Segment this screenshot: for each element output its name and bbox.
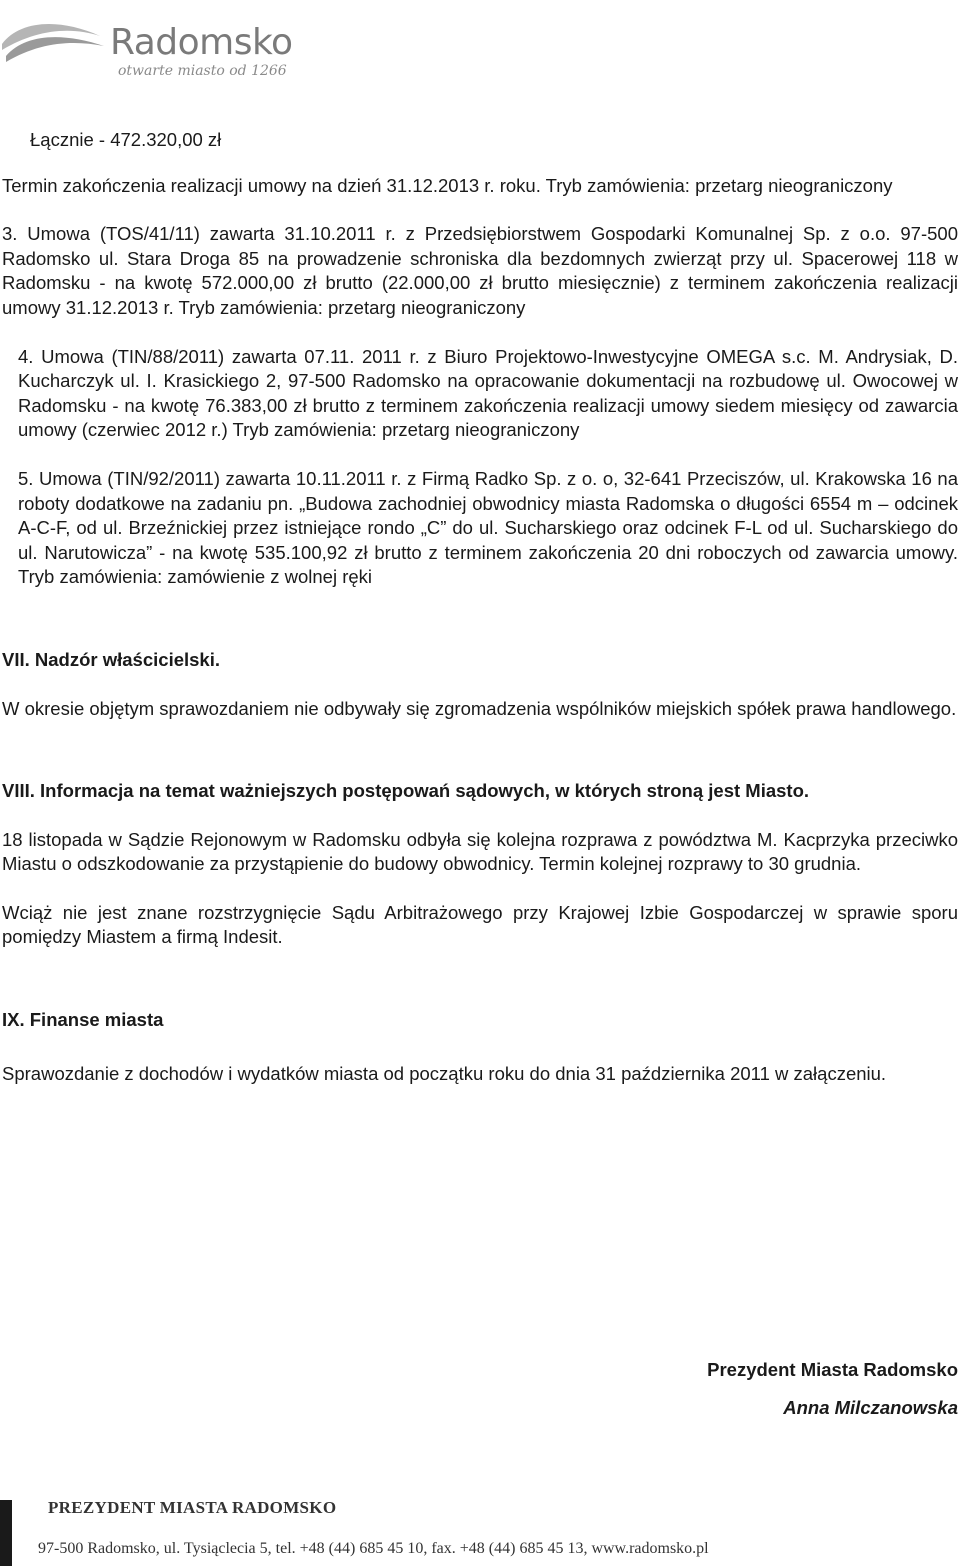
section-8-text-2: Wciąż nie jest znane rozstrzygnięcie Sądu Arbitrażowego przy Krajowej Izbie Gospodarczej w sprawie sporu pomiędzy Miastem a firmą Indesit. <box>2 901 958 948</box>
total-amount: Łącznie - 472.320,00 zł <box>30 129 222 150</box>
section-8-heading: VIII. Informacja na temat ważniejszych postępowań sądowych, w których stroną jest Miasto. <box>2 780 810 802</box>
footer-title: PREZYDENT MIASTA RADOMSKO <box>48 1498 337 1517</box>
logo-name: Radomsko <box>110 22 293 63</box>
contract-item-4: 4. Umowa (TIN/88/2011) zawarta 07.11. 2011 r. z Biuro Projektowo-Inwestycyjne OMEGA s.c. M. Andrysiak, D. Kucharczyk ul. I. Krasickiego 2, 97-500 Radomsko na opracowanie dokumentacji na rozbudowę ul. Owocowej w Radomsku - na kwotę 76.383,00 zł brutto z terminem zakończenia realizacji umowy siedem miesięcy od zawarcia umowy (czerwiec 2012 r.) Tryb zamówienia: przetarg nieograniczony <box>18 345 958 441</box>
footer-bar <box>0 1500 12 1566</box>
signature-title: Prezydent Miasta Radomsko <box>707 1359 958 1380</box>
contract-item-5: 5. Umowa (TIN/92/2011) zawarta 10.11.2011 r. z Firmą Radko Sp. z o. o, 32-641 Przeciszów, ul. Krakowska 16 na roboty dodatkowe na zadaniu pn. „Budowa zachodniej obwodnicy miasta Radomska o długości 6554 m – odcinek A-C-F, od ul. Brzeźnickiej przez istniejące rondo „C” do ul. Sucharskiego oraz odcinek F-L od ul. Sucharskiego do ul. Narutowicza” - na kwotę 535.100,92 zł brutto z terminem zakończenia 20 dni roboczych od zawarcia umowy. Tryb zamówienia: zamówienie z wolnej ręki <box>18 467 958 588</box>
signature-name: Anna Milczanowska <box>783 1397 958 1418</box>
logo-tagline: otwarte miasto od 1266 <box>118 63 287 79</box>
section-7-heading: VII. Nadzór właścicielski. <box>2 648 220 670</box>
section-9-heading: IX. Finanse miasta <box>2 1009 164 1031</box>
signature-block <box>707 1351 958 1427</box>
section-9-text: Sprawozdanie z dochodów i wydatków miasta od początku roku do dnia 31 października 2011 w załączeniu. <box>2 1062 887 1084</box>
header-logo <box>0 0 300 82</box>
logo-wave-icon <box>0 0 120 82</box>
document-body <box>2 128 958 1093</box>
contract-item-3: 3. Umowa (TOS/41/11) zawarta 31.10.2011 r. z Przedsiębiorstwem Gospodarki Komunalnej Sp. z o.o. 97-500 Radomsko ul. Stara Droga 85 na prowadzenie schroniska dla bezdomnych zwierząt przy ul. Spacerowej 118 w Radomsku - na kwotę 572.000,00 zł brutto (22.000,00 zł brutto miesięcznie) z terminem zakończenia realizacji umowy 31.12.2013 r. Tryb zamówienia: przetarg nieograniczony <box>2 223 958 318</box>
section-7-text: W okresie objętym sprawozdaniem nie odbywały się zgromadzenia wspólników miejskich spółek prawa handlowego. <box>2 697 957 719</box>
footer-address: 97-500 Radomsko, ul. Tysiąclecia 5, tel. +48 (44) 685 45 10, fax. +48 (44) 685 45 13, www.radomsko.pl <box>38 1540 709 1557</box>
term-paragraph: Termin zakończenia realizacji umowy na dzień 31.12.2013 r. roku. Tryb zamówienia: przetarg nieograniczony <box>2 174 893 196</box>
section-8-text-1: 18 listopada w Sądzie Rejonowym w Radomsku odbyła się kolejna rozprawa z powództwa M. Kacprzyka przeciwko Miastu o odszkodowanie za przystąpienie do budowy obwodnicy. Termin kolejnej rozprawy to 30 grudnia. <box>2 828 958 875</box>
